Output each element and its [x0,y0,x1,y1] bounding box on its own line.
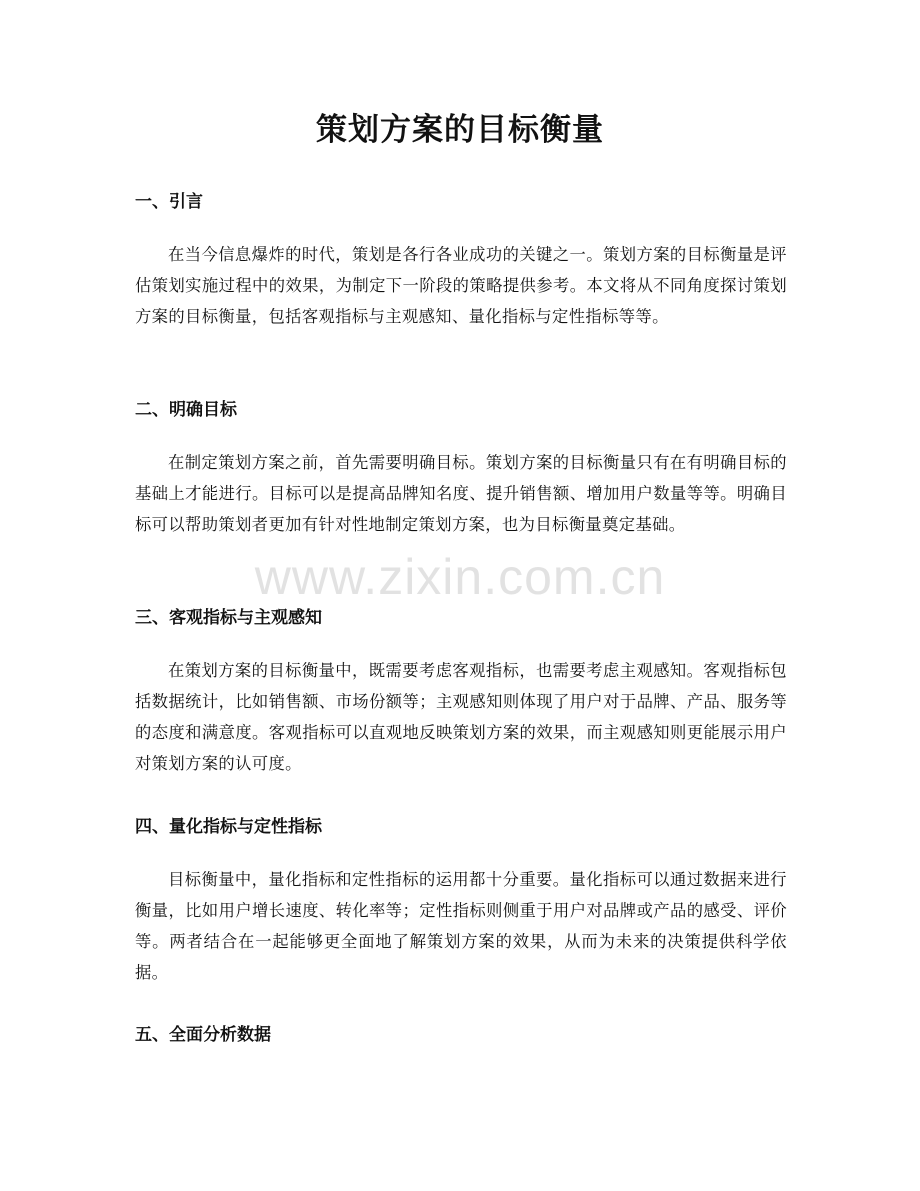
section-paragraph: 目标衡量中，量化指标和定性指标的运用都十分重要。量化指标可以通过数据来进行衡量，比如用户增长速度、转化率等；定性指标则侧重于用户对品牌或产品的感受、评价等。两者结合在一起能够更全面地了解策划方案的效果，从而为未来的决策提供科学依据。 [135,870,787,982]
section-paragraph: 在制定策划方案之前，首先需要明确目标。策划方案的目标衡量只有在有明确目标的基础上才能进行。目标可以是提高品牌知名度、提升销售额、增加用户数量等等。明确目标可以帮助策划者更加有针对性地制定策划方案，也为目标衡量奠定基础。 [135,453,787,534]
document-title: 策划方案的目标衡量 [316,112,604,148]
section-objective-subjective [135,606,787,779]
section-clear-goals [135,398,787,540]
section-data-analysis [135,1023,787,1047]
section-quantitative-qualitative [135,815,787,988]
section-heading: 一、引言 [135,192,203,212]
section-paragraph: 在策划方案的目标衡量中，既需要考虑客观指标，也需要考虑主观感知。客观指标包括数据统计，比如销售额、市场份额等；主观感知则体现了用户对于品牌、产品、服务等的态度和满意度。客观指标可以直观地反映策划方案的效果，而主观感知则更能展示用户对策划方案的认可度。 [135,661,787,773]
section-heading: 五、全面分析数据 [135,1025,271,1045]
section-heading: 二、明确目标 [135,400,237,420]
section-introduction [135,190,787,332]
section-paragraph: 在当今信息爆炸的时代，策划是各行各业成功的关键之一。策划方案的目标衡量是评估策划实施过程中的效果，为制定下一阶段的策略提供参考。本文将从不同角度探讨策划方案的目标衡量，包括客观指标与主观感知、量化指标与定性指标等等。 [135,245,787,326]
section-heading: 三、客观指标与主观感知 [135,608,322,628]
watermark: www.zixin.com.cn [254,549,666,605]
section-heading: 四、量化指标与定性指标 [135,817,322,837]
